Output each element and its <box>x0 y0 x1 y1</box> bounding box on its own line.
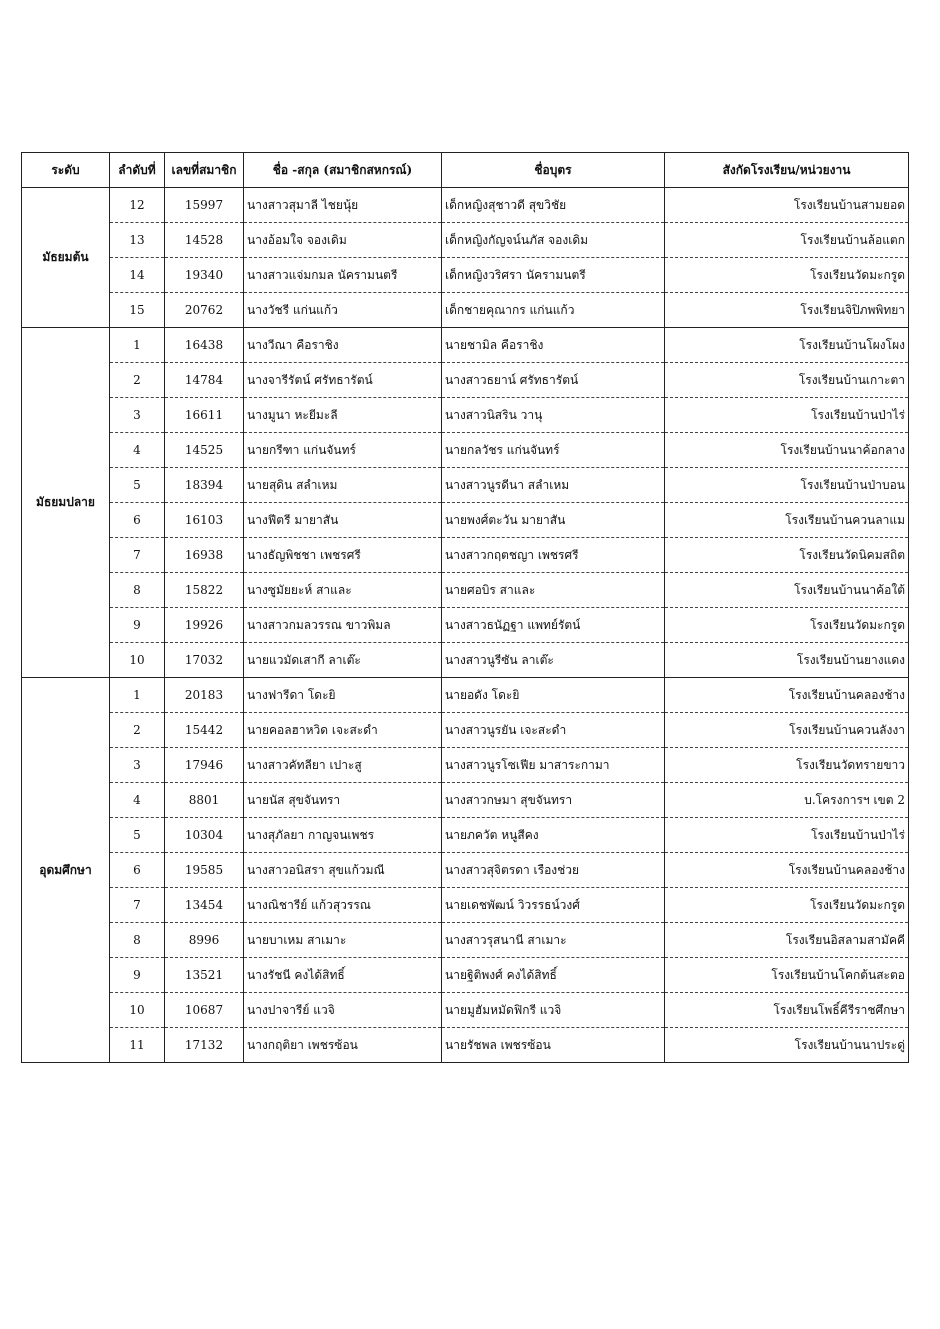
school-cell: โรงเรียนบ้านคลองช้าง <box>665 853 909 888</box>
table-row <box>22 993 909 1028</box>
member-id-cell: 16611 <box>165 398 244 433</box>
member-id-cell: 16103 <box>165 503 244 538</box>
member-id-cell: 16938 <box>165 538 244 573</box>
school-cell: โรงเรียนโพธิ์คีรีราชศึกษา <box>665 993 909 1028</box>
child-name-cell: นางสาวกษมา สุขจันทรา <box>442 783 665 818</box>
school-cell: โรงเรียนวัดนิคมสถิต <box>665 538 909 573</box>
school-cell: โรงเรียนวัดมะกรูด <box>665 888 909 923</box>
table-body <box>22 188 909 1063</box>
order-cell: 8 <box>110 923 165 958</box>
school-cell: โรงเรียนบ้านนาค้อกลาง <box>665 433 909 468</box>
member-id-cell: 15822 <box>165 573 244 608</box>
order-cell: 11 <box>110 1028 165 1063</box>
member-name-cell: นายสุดิน สลำเหม <box>244 468 442 503</box>
member-name-cell: นายบาเหม สาเมาะ <box>244 923 442 958</box>
table-row <box>22 643 909 678</box>
child-name-cell: เด็กหญิงกัญจน์นภัส จองเดิม <box>442 223 665 258</box>
level-cell: อุดมศึกษา <box>22 678 110 1063</box>
table-row <box>22 748 909 783</box>
table-row <box>22 678 909 713</box>
member-id-cell: 17946 <box>165 748 244 783</box>
member-name-cell: นางรัชนี คงได้สิทธิ์ <box>244 958 442 993</box>
school-cell: โรงเรียนบ้านยางแดง <box>665 643 909 678</box>
table-row <box>22 1028 909 1063</box>
order-cell: 7 <box>110 538 165 573</box>
child-name-cell: นางสาวนูรโซเฟีย มาสาระกามา <box>442 748 665 783</box>
school-cell: โรงเรียนบ้านโคกต้นสะตอ <box>665 958 909 993</box>
order-cell: 13 <box>110 223 165 258</box>
order-cell: 12 <box>110 188 165 223</box>
member-name-cell: นางอ้อมใจ จองเดิม <box>244 223 442 258</box>
table-row <box>22 818 909 853</box>
header-school: สังกัดโรงเรียน/หน่วยงาน <box>665 153 909 188</box>
member-name-cell: นางธัญพิชชา เพชรศรี <box>244 538 442 573</box>
member-name-cell: นางวัชรี แก่นแก้ว <box>244 293 442 328</box>
order-cell: 4 <box>110 783 165 818</box>
table-row <box>22 958 909 993</box>
table-header <box>22 153 909 188</box>
school-cell: โรงเรียนวัดมะกรูด <box>665 608 909 643</box>
school-cell: โรงเรียนวัดมะกรูด <box>665 258 909 293</box>
member-id-cell: 10687 <box>165 993 244 1028</box>
school-cell: โรงเรียนบ้านควนลังงา <box>665 713 909 748</box>
child-name-cell: นายฐิติพงศ์ คงได้สิทธิ์ <box>442 958 665 993</box>
member-name-cell: นางสาวอนิสรา สุขแก้วมณี <box>244 853 442 888</box>
school-cell: โรงเรียนวัดทรายขาว <box>665 748 909 783</box>
member-id-cell: 16438 <box>165 328 244 363</box>
school-cell: โรงเรียนบ้านคลองช้าง <box>665 678 909 713</box>
header-level: ระดับ <box>22 153 110 188</box>
member-name-cell: นางฟีตรี มายาสัน <box>244 503 442 538</box>
member-name-cell: นางสาวแจ่มกมล นัครามนตรี <box>244 258 442 293</box>
member-id-cell: 14525 <box>165 433 244 468</box>
child-name-cell: เด็กหญิงสุชาวดี สุขวิชัย <box>442 188 665 223</box>
table-row <box>22 538 909 573</box>
order-cell: 1 <box>110 328 165 363</box>
child-name-cell: นายกลวัชร แก่นจันทร์ <box>442 433 665 468</box>
table-row <box>22 503 909 538</box>
order-cell: 10 <box>110 643 165 678</box>
member-name-cell: นางสาวกมลวรรณ ขาวพิมล <box>244 608 442 643</box>
child-name-cell: นางสาวธนัฏฐา แพทย์รัตน์ <box>442 608 665 643</box>
member-id-cell: 20762 <box>165 293 244 328</box>
table-row <box>22 783 909 818</box>
school-cell: โรงเรียนบ้านล้อแตก <box>665 223 909 258</box>
member-name-cell: นางซูมัยยะห์ สาและ <box>244 573 442 608</box>
member-name-cell: นายคอลฮาหวิด เจะสะดำ <box>244 713 442 748</box>
table-row <box>22 713 909 748</box>
child-name-cell: เด็กชายคุณากร แก่นแก้ว <box>442 293 665 328</box>
table-row <box>22 608 909 643</box>
school-cell: โรงเรียนบ้านป่าไร่ <box>665 818 909 853</box>
child-name-cell: เด็กหญิงวริศรา นัครามนตรี <box>442 258 665 293</box>
table-row <box>22 573 909 608</box>
table-row <box>22 258 909 293</box>
table-row <box>22 328 909 363</box>
header-member-name: ชื่อ -สกุล (สมาชิกสหกรณ์) <box>244 153 442 188</box>
order-cell: 5 <box>110 468 165 503</box>
school-cell: โรงเรียนบ้านควนลาแม <box>665 503 909 538</box>
school-cell: โรงเรียนบ้านนาประดู่ <box>665 1028 909 1063</box>
level-cell: มัธยมต้น <box>22 188 110 328</box>
member-id-cell: 10304 <box>165 818 244 853</box>
scholarship-table <box>21 152 909 1063</box>
child-name-cell: นายชามิล คือราชิง <box>442 328 665 363</box>
member-id-cell: 19585 <box>165 853 244 888</box>
school-cell: โรงเรียนบ้านนาค้อใต้ <box>665 573 909 608</box>
child-name-cell: นางสาวสุจิตรดา เรืองช่วย <box>442 853 665 888</box>
member-id-cell: 14528 <box>165 223 244 258</box>
child-name-cell: นายพงศ์ตะวัน มายาสัน <box>442 503 665 538</box>
member-id-cell: 14784 <box>165 363 244 398</box>
order-cell: 6 <box>110 503 165 538</box>
child-name-cell: นางสาวธยาน์ ศรัทธารัตน์ <box>442 363 665 398</box>
member-name-cell: นางสาวสุมาลี ไชยนุ้ย <box>244 188 442 223</box>
table-row <box>22 923 909 958</box>
order-cell: 8 <box>110 573 165 608</box>
school-cell: โรงเรียนจิปิภพพิทยา <box>665 293 909 328</box>
member-id-cell: 15997 <box>165 188 244 223</box>
order-cell: 1 <box>110 678 165 713</box>
order-cell: 10 <box>110 993 165 1028</box>
school-cell: บ.โครงการฯ เขต 2 <box>665 783 909 818</box>
member-name-cell: นางฟารีดา โดะยิ <box>244 678 442 713</box>
order-cell: 2 <box>110 363 165 398</box>
table-row <box>22 888 909 923</box>
order-cell: 14 <box>110 258 165 293</box>
child-name-cell: นายภควัต หนูสีคง <box>442 818 665 853</box>
school-cell: โรงเรียนบ้านสามยอด <box>665 188 909 223</box>
table-row <box>22 433 909 468</box>
child-name-cell: นางสาวนูรยัน เจะสะดำ <box>442 713 665 748</box>
child-name-cell: นายอดัง โดะยิ <box>442 678 665 713</box>
member-id-cell: 13521 <box>165 958 244 993</box>
member-id-cell: 19926 <box>165 608 244 643</box>
table-row <box>22 398 909 433</box>
header-order: ลำดับที่ <box>110 153 165 188</box>
order-cell: 4 <box>110 433 165 468</box>
member-name-cell: นางกฤติยา เพชรซ้อน <box>244 1028 442 1063</box>
member-name-cell: นางวีณา คือราชิง <box>244 328 442 363</box>
member-id-cell: 17032 <box>165 643 244 678</box>
child-name-cell: นายรัชพล เพชรซ้อน <box>442 1028 665 1063</box>
member-id-cell: 20183 <box>165 678 244 713</box>
member-name-cell: นายกรีฑา แก่นจันทร์ <box>244 433 442 468</box>
table-row <box>22 223 909 258</box>
order-cell: 2 <box>110 713 165 748</box>
order-cell: 9 <box>110 608 165 643</box>
order-cell: 6 <box>110 853 165 888</box>
member-name-cell: นางปาจารีย์ แวจิ <box>244 993 442 1028</box>
order-cell: 5 <box>110 818 165 853</box>
school-cell: โรงเรียนอิสลามสามัคคี <box>665 923 909 958</box>
table-row <box>22 188 909 223</box>
table-row <box>22 853 909 888</box>
table-row <box>22 468 909 503</box>
order-cell: 3 <box>110 398 165 433</box>
order-cell: 7 <box>110 888 165 923</box>
member-name-cell: นายนัส สุขจันทรา <box>244 783 442 818</box>
member-name-cell: นางสุภัลยา กาญจนเพชร <box>244 818 442 853</box>
member-id-cell: 13454 <box>165 888 244 923</box>
child-name-cell: นางสาวนิสริน วานุ <box>442 398 665 433</box>
child-name-cell: นายศอบิร สาและ <box>442 573 665 608</box>
order-cell: 3 <box>110 748 165 783</box>
school-cell: โรงเรียนบ้านโผงโผง <box>665 328 909 363</box>
member-name-cell: นางณิชารีย์ แก้วสุวรรณ <box>244 888 442 923</box>
table-row <box>22 363 909 398</box>
school-cell: โรงเรียนบ้านป่าบอน <box>665 468 909 503</box>
member-id-cell: 8801 <box>165 783 244 818</box>
school-cell: โรงเรียนบ้านป่าไร่ <box>665 398 909 433</box>
header-row <box>22 153 909 188</box>
member-id-cell: 15442 <box>165 713 244 748</box>
member-name-cell: นายแวมัดเสากี ลาเต๊ะ <box>244 643 442 678</box>
member-id-cell: 17132 <box>165 1028 244 1063</box>
member-name-cell: นางสาวคัทลียา เปาะสู <box>244 748 442 783</box>
child-name-cell: นายเดชพัฒน์ วิวรรธน์วงศ์ <box>442 888 665 923</box>
child-name-cell: นายมูฮัมหมัดฟิกรี แวจิ <box>442 993 665 1028</box>
level-cell: มัธยมปลาย <box>22 328 110 678</box>
member-id-cell: 8996 <box>165 923 244 958</box>
order-cell: 9 <box>110 958 165 993</box>
child-name-cell: นางสาวนูรีซัน ลาเต๊ะ <box>442 643 665 678</box>
child-name-cell: นางสาวกฤตชญา เพชรศรี <box>442 538 665 573</box>
member-name-cell: นางมูนา หะยีมะลี <box>244 398 442 433</box>
school-cell: โรงเรียนบ้านเกาะตา <box>665 363 909 398</box>
member-id-cell: 18394 <box>165 468 244 503</box>
member-id-cell: 19340 <box>165 258 244 293</box>
child-name-cell: นางสาวรุสนานี สาเมาะ <box>442 923 665 958</box>
order-cell: 15 <box>110 293 165 328</box>
header-member-id: เลขที่สมาชิก <box>165 153 244 188</box>
child-name-cell: นางสาวนูรดีนา สลำเหม <box>442 468 665 503</box>
table-row <box>22 293 909 328</box>
member-name-cell: นางจารีรัตน์ ศรัทธารัตน์ <box>244 363 442 398</box>
header-child-name: ชื่อบุตร <box>442 153 665 188</box>
